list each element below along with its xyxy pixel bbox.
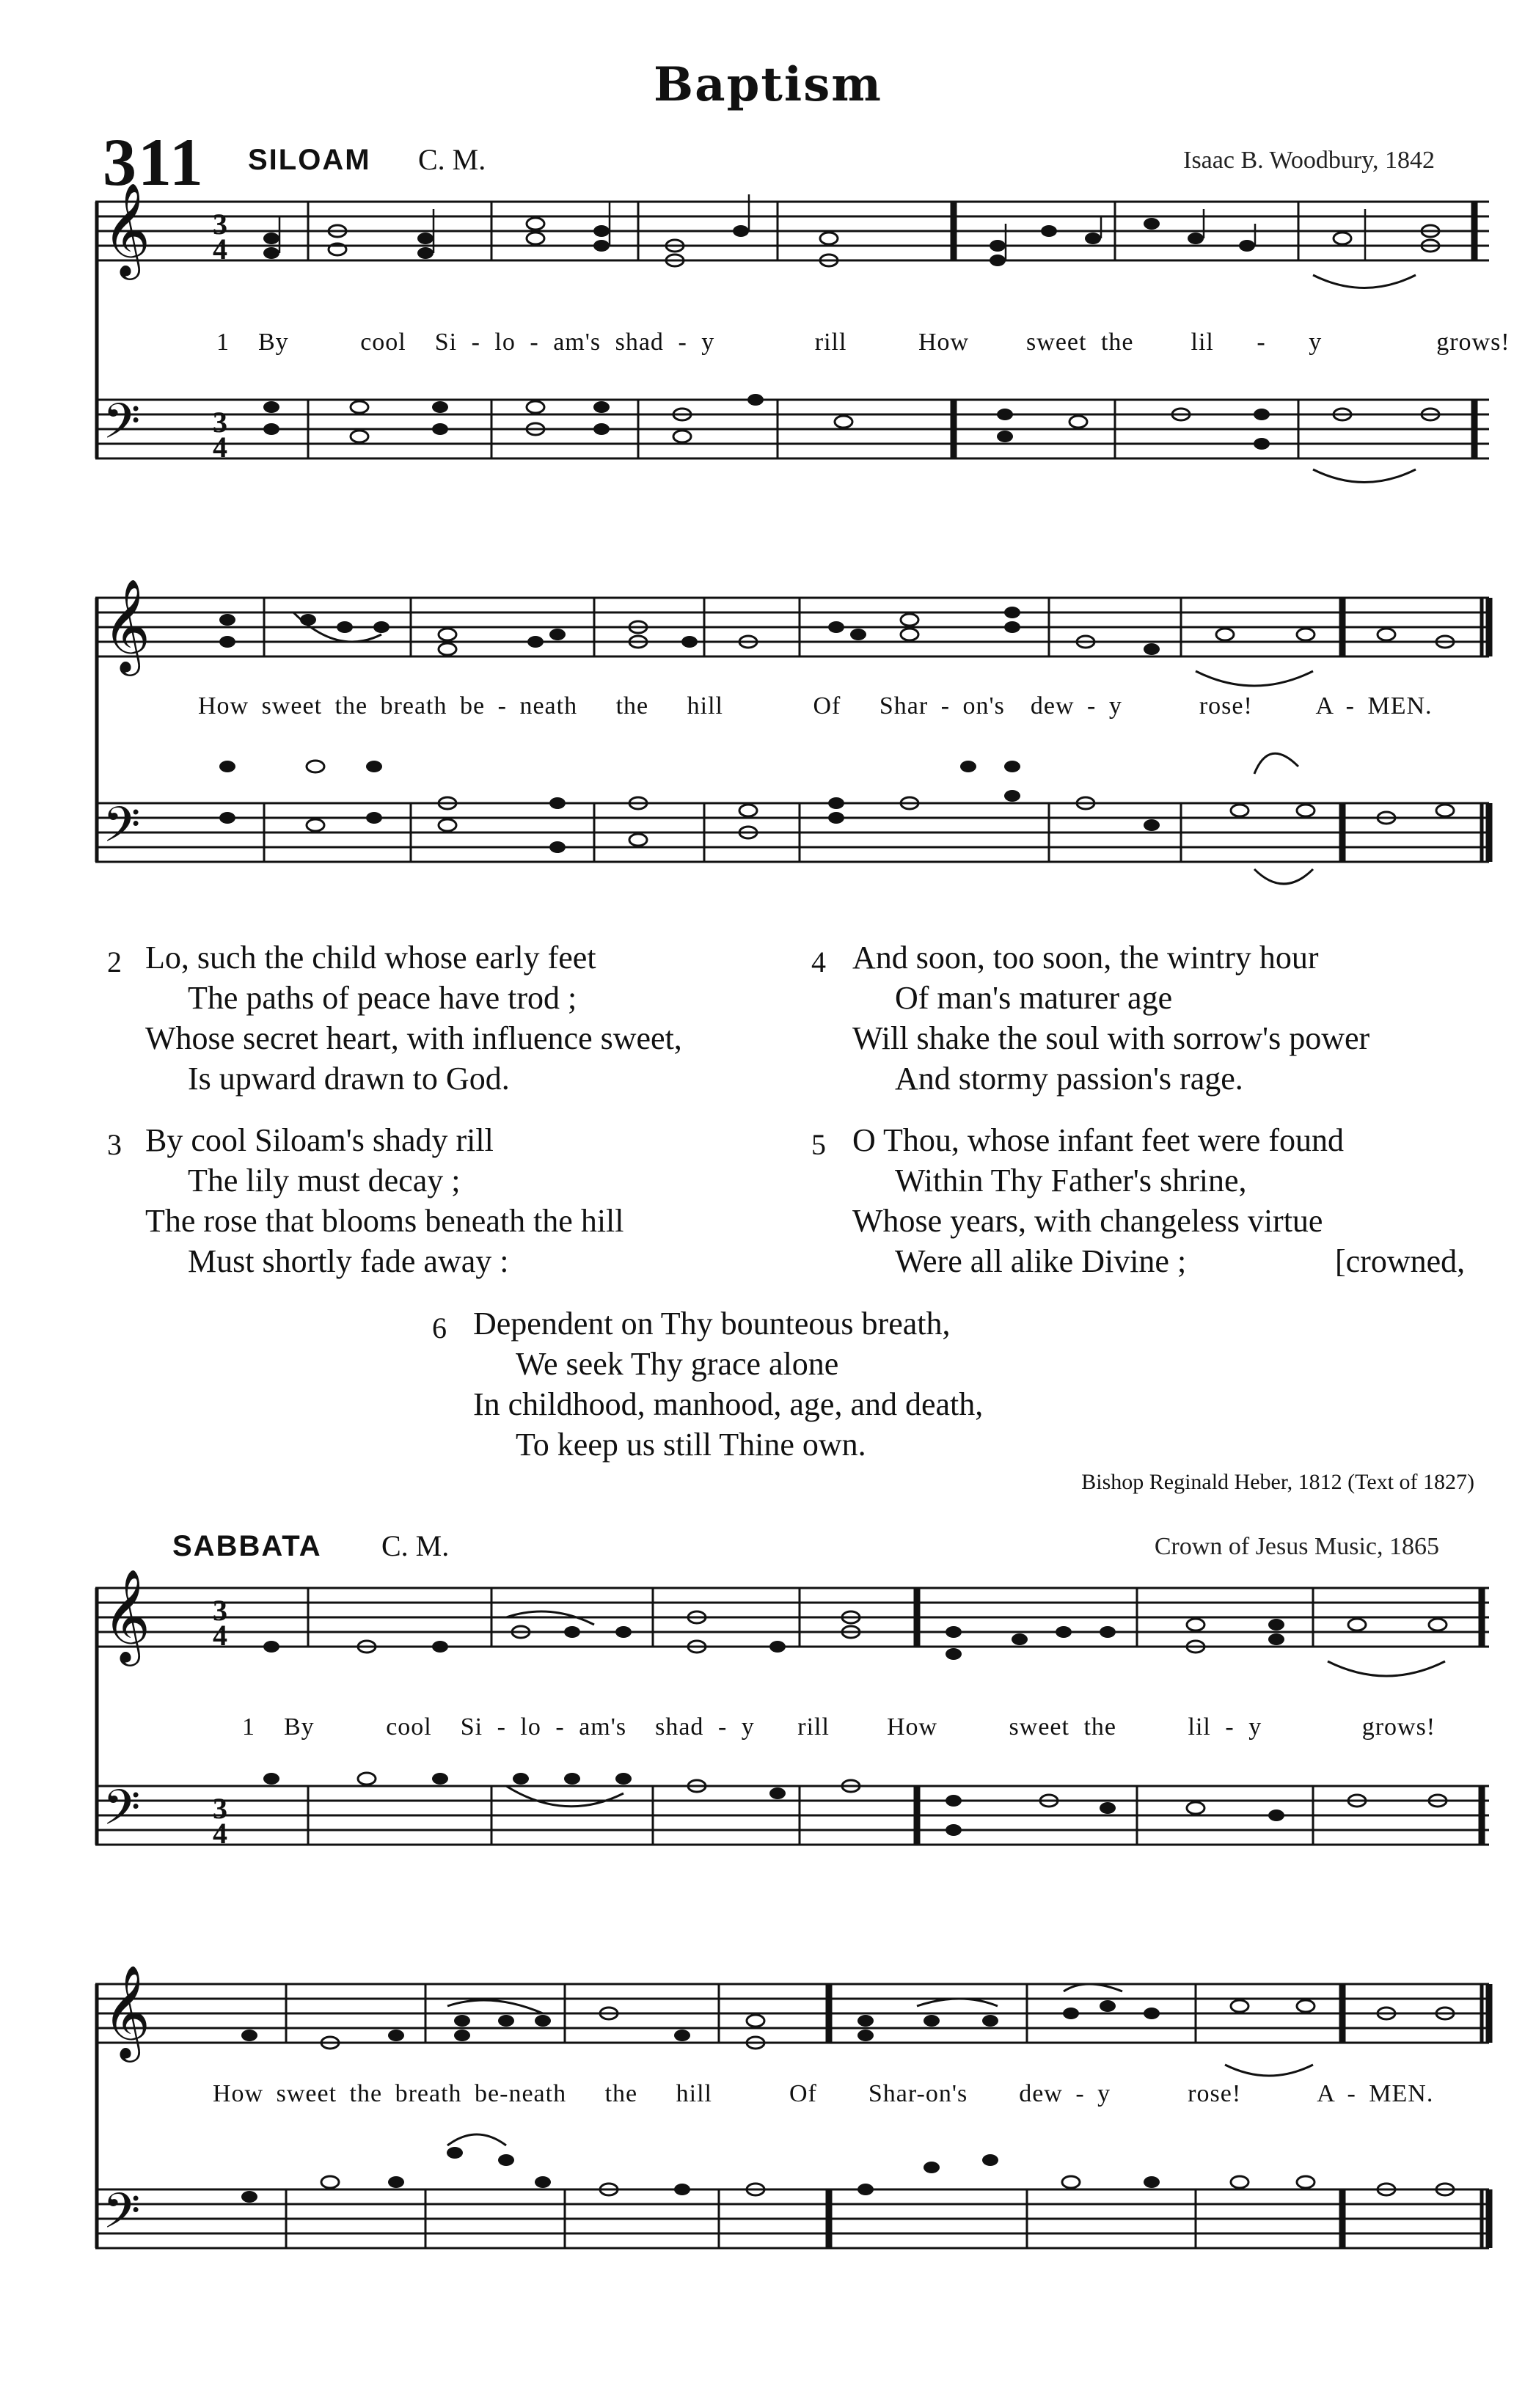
lyrics-siloam-line1: 1 By cool Si - lo - am's shad - y rill How sweet the lil - y grows! [216, 329, 1510, 356]
music-system-sabbata-2 [95, 1962, 1504, 2285]
svg-text:𝄢: 𝄢 [103, 1779, 141, 1848]
stanza-5-overflow: [crowned, [1335, 1243, 1466, 1279]
stanza-2: 2 Lo, such the child whose early feet The paths of peace have trod ; Whose secret heart, with influence sweet, Is upward drawn to God. [107, 940, 682, 1097]
svg-text:𝄞: 𝄞 [103, 578, 151, 672]
stanza-number: 2 [107, 945, 122, 978]
tune-name-sabbata: SABBATA [172, 1530, 322, 1562]
stanza-number: 3 [107, 1128, 122, 1161]
tune-name-siloam: SILOAM [248, 144, 371, 176]
time-signature-top: 3 [213, 208, 227, 241]
music-system-siloam-2 [95, 576, 1504, 928]
lyrics-siloam-line2: How sweet the breath be - neath the hill Of Shar - on's dew - y rose! A - MEN. [198, 692, 1433, 720]
stanza-5: 5 O Thou, whose infant feet were found Within Thy Father's shrine, Whose years, with changeless virtue Were all alike Divine ; [811, 1122, 1344, 1279]
svg-text:4: 4 [213, 1817, 227, 1850]
svg-text:3: 3 [213, 1792, 227, 1825]
stanza-number: 4 [811, 945, 826, 978]
stanza-4: 4 And soon, too soon, the wintry hour Of man's maturer age Will shake the soul with sorrow's power And stormy passion's rage. [811, 940, 1370, 1097]
svg-text:𝄞: 𝄞 [103, 1964, 151, 2058]
tune-meter-siloam: C. M. [418, 143, 486, 176]
svg-text:4: 4 [213, 431, 227, 464]
page-heading: Baptism [654, 57, 882, 112]
svg-text:𝄢: 𝄢 [103, 2183, 141, 2251]
svg-text:𝄞: 𝄞 [103, 1568, 151, 1662]
lyrics-sabbata-line2: How sweet the breath be-neath the hill Of Shar-on's dew - y rose! A - MEN. [213, 2080, 1434, 2107]
svg-text:𝄢: 𝄢 [103, 393, 141, 461]
svg-text:𝄞: 𝄞 [103, 182, 151, 276]
stanza-3: 3 By cool Siloam's shady rill The lily must decay ; The rose that blooms beneath the hill Must shortly fade away : [107, 1122, 624, 1279]
hymn-number: 311 [103, 125, 205, 200]
stanza-6: 6 Dependent on Thy bounteous breath, We seek Thy grace alone In childhood, manhood, age, and death, To keep us still Thine own. [432, 1306, 984, 1463]
stanza-number: 5 [811, 1128, 826, 1161]
tune-meter-sabbata: C. M. [381, 1529, 450, 1562]
composer-sabbata: Crown of Jesus Music, 1865 [1154, 1533, 1439, 1560]
time-signature-bottom: 4 [213, 233, 227, 266]
lyrics-sabbata-line1: 1 By cool Si - lo - am's shad - y rill How sweet the lil - y grows! [242, 1713, 1436, 1741]
svg-text:𝄢: 𝄢 [103, 797, 141, 865]
svg-text:3: 3 [213, 1594, 227, 1627]
svg-text:4: 4 [213, 1619, 227, 1652]
composer-siloam: Isaac B. Woodbury, 1842 [1183, 147, 1435, 174]
svg-text:3: 3 [213, 406, 227, 439]
text-author: Bishop Reginald Heber, 1812 (Text of 1827) [1081, 1470, 1474, 1494]
stanza-number: 6 [432, 1311, 447, 1344]
